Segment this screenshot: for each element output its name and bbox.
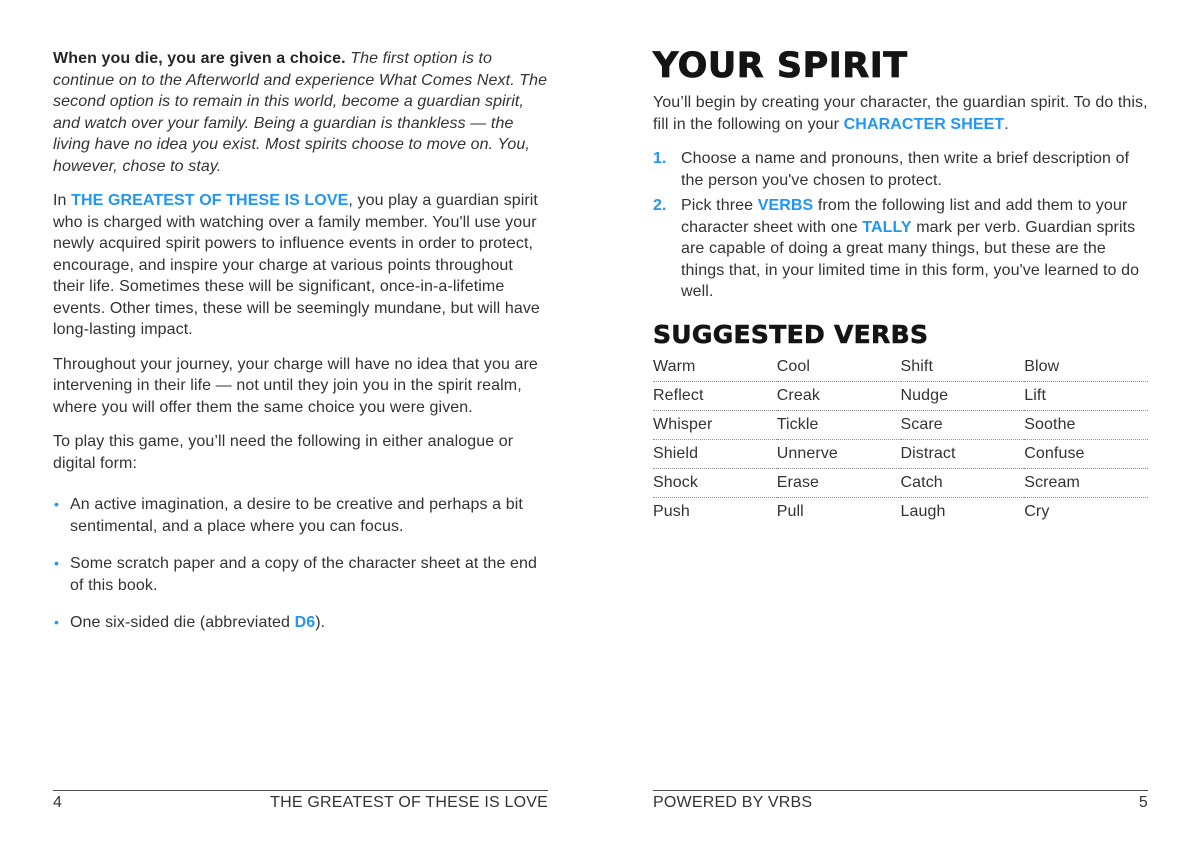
step-text: Choose a name and pronouns, then write a brief description of the person you've chosen to protect.: [681, 150, 1130, 189]
page-right-footer: [653, 790, 1148, 812]
step-number: 2.: [653, 197, 667, 214]
verb-cell: Erase: [777, 468, 901, 497]
step-1: [653, 148, 1148, 191]
step-2: [653, 195, 1148, 303]
verb-cell: Lift: [1024, 381, 1148, 410]
page-left-footer: [53, 790, 548, 812]
verb-cell: Reflect: [653, 381, 777, 410]
verb-cell: Shield: [653, 439, 777, 468]
page-number: 5: [1138, 794, 1148, 811]
verb-cell: Scream: [1024, 468, 1148, 497]
table-row: [653, 497, 1148, 526]
verb-cell: Laugh: [900, 502, 946, 520]
verb-cell: Warm: [653, 353, 777, 382]
step2-seg2: mark per verb. Guardian sprits are capable of doing a great many things, but these are the things that, in your limited time in this form, you've learned to do well.: [681, 218, 1140, 300]
page-right-content: [653, 48, 1148, 526]
running-title: POWERED BY VRBS: [653, 794, 813, 811]
tally-term-link[interactable]: TALLY: [862, 218, 912, 236]
verb-cell: Nudge: [901, 381, 1025, 410]
bullet3-after: ).: [315, 614, 326, 631]
spirit-intro-paragraph: [653, 92, 1148, 135]
requirements-paragraph: To play this game, you’ll need the following in either analogue or digital form:: [53, 433, 514, 472]
list-item: • An active imagination, a desire to be creative and perhaps a bit sentimental, and a place where you can focus.: [53, 494, 548, 537]
verb-cell: Pull: [776, 502, 804, 520]
verbs-term-link[interactable]: VERBS: [757, 197, 814, 214]
spirit-intro-after: .: [1004, 115, 1009, 133]
supplies-list: [53, 494, 548, 634]
suggested-verbs-table: [653, 353, 1148, 526]
character-sheet-link[interactable]: CHARACTER SHEET: [843, 115, 1005, 133]
verb-cell: Blow: [1024, 353, 1148, 382]
game-overview-paragraph: [53, 190, 548, 341]
table-row: [653, 381, 1148, 410]
verb-cell: Tickle: [777, 410, 901, 439]
table-row: [653, 410, 1148, 439]
step-text: [681, 195, 1148, 303]
bullet3-before: One six-sided die (abbreviated: [70, 614, 295, 631]
verb-cell: Push: [653, 502, 690, 520]
list-item: • Some scratch paper and a copy of the character sheet at the end of this book.: [53, 553, 548, 596]
table-row: [653, 468, 1148, 497]
table-row: [653, 353, 1148, 382]
step2-seg0: Pick three: [681, 197, 758, 214]
character-creation-steps: [653, 148, 1148, 303]
d6-term-link[interactable]: D6: [294, 614, 316, 631]
step2-seg1: from the following list and add them to your character sheet with one: [681, 197, 1128, 236]
p2-after: , you play a guardian spirit who is charged with watching over a family member. You'll use your newly acquired spirit powers to influence events in order to protect, encourage, and inspire your charge at various points throughout their life. Sometimes these will be significant, once-in-a-lifetime events. Other times, these will be seemingly mundane, but will have long-lasting impact.: [53, 192, 540, 338]
page-number: 4: [53, 794, 63, 811]
verb-cell: Cool: [777, 353, 901, 382]
game-title-link[interactable]: THE GREATEST OF THESE IS LOVE: [71, 192, 349, 209]
table-row: [653, 439, 1148, 468]
intro-bold-lead: When you die, you are given a choice.: [53, 50, 346, 67]
intro-paragraph: [53, 48, 548, 177]
verb-cell: Distract: [901, 439, 1025, 468]
list-item: [53, 612, 548, 634]
verb-cell: Creak: [777, 381, 901, 410]
page-right: [600, 0, 1200, 851]
spirit-intro-before: You’ll begin by creating your character, the guardian spirit. To do this, fill in the following on your: [653, 94, 1148, 133]
verb-cell: Catch: [901, 468, 1025, 497]
verb-cell: Unnerve: [777, 439, 901, 468]
running-title: THE GREATEST OF THESE IS LOVE: [270, 794, 548, 811]
verb-cell: Shock: [653, 468, 777, 497]
verb-cell: Shift: [901, 353, 1025, 382]
verb-cell: Confuse: [1024, 439, 1148, 468]
intro-italic-text: The first option is to continue on to the Afterworld and experience What Comes Next. The second option is to remain in this world, become a guardian spirit, and watch over your family. Being a guardian is thankless — the living have no idea you exist. Most spirits choose to move on. You, however, chose to stay.: [53, 50, 548, 175]
verb-cell: Whisper: [653, 410, 777, 439]
suggested-verbs-heading: SUGGESTED VERBS: [653, 319, 929, 349]
journey-paragraph: Throughout your journey, your charge will have no idea that you are intervening in their life — not until they join you in the spirit realm, where you will offer them the same choice you were given.: [53, 355, 538, 416]
verb-cell: Soothe: [1024, 410, 1148, 439]
page-title: YOUR SPIRIT: [653, 46, 908, 86]
verb-cell: Cry: [1024, 502, 1050, 520]
page-left-content: [53, 48, 548, 650]
verb-cell: Scare: [901, 410, 1025, 439]
step-number: 1.: [653, 150, 667, 167]
p2-before: In: [53, 192, 72, 209]
